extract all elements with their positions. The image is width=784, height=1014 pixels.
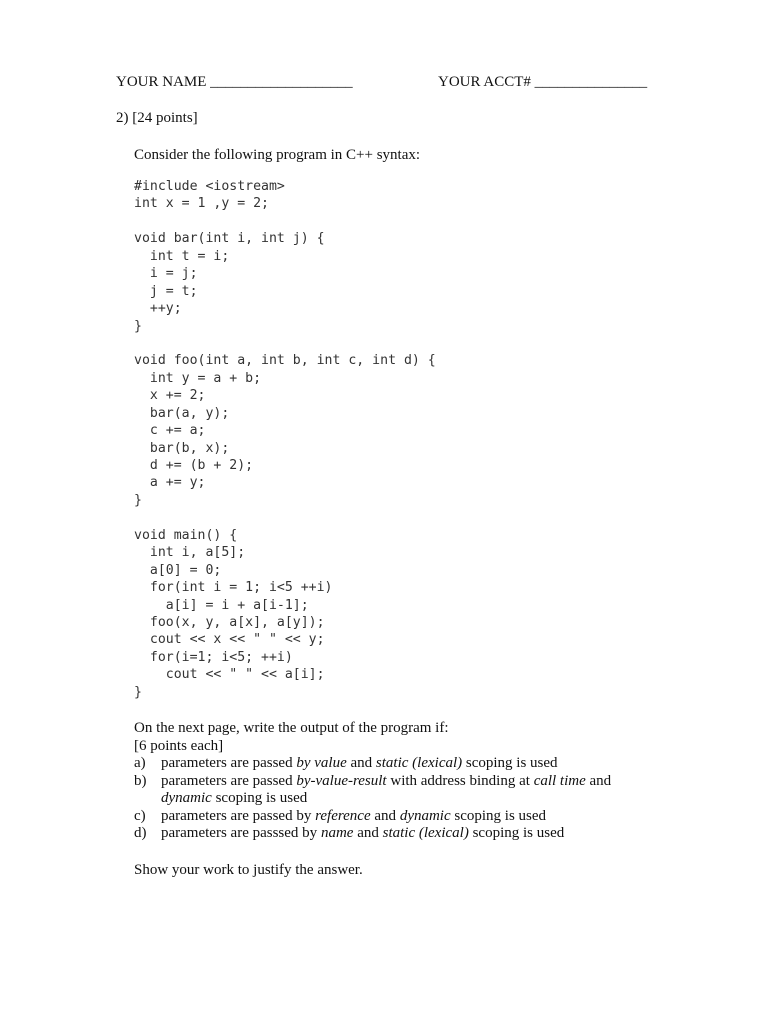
option-marker: d) bbox=[134, 825, 147, 841]
option-emphasis: by-value-result bbox=[296, 772, 387, 789]
code-line: j = t; bbox=[134, 283, 198, 299]
code-line: bar(b, x); bbox=[134, 440, 230, 456]
option-text-part: parameters are passed bbox=[161, 755, 297, 771]
code-line: cout << " " << a[i]; bbox=[134, 667, 325, 683]
code-line: a += y; bbox=[134, 475, 206, 491]
option-marker: c) bbox=[134, 807, 146, 824]
option-text-part: parameters are passed by bbox=[161, 807, 316, 824]
option-emphasis: by value bbox=[296, 755, 347, 771]
code-line: a[i] = i + a[i-1]; bbox=[134, 597, 309, 613]
code-line: d += (b + 2); bbox=[134, 458, 254, 473]
code-line: c += a; bbox=[134, 423, 206, 439]
option-text-part: parameters are passed bbox=[161, 772, 297, 789]
code-line: void main() { bbox=[134, 527, 238, 543]
code-line: void foo(int a, int b, int c, int d) { bbox=[134, 353, 436, 369]
code-line: int i, a[5]; bbox=[134, 545, 246, 561]
code-line bbox=[134, 213, 436, 230]
option-text-part: with address binding at bbox=[386, 772, 534, 789]
instructions-line-1: On the next page, write the output of the program if: bbox=[134, 720, 449, 736]
option-text-part: scoping is used bbox=[211, 790, 308, 806]
question-intro: Consider the following program in C++ syntax: bbox=[134, 147, 421, 163]
code-line: } bbox=[134, 492, 142, 508]
code-line: int t = i; bbox=[134, 248, 230, 264]
name-field-label: YOUR NAME ___________________ bbox=[116, 74, 353, 90]
instructions-points: [6 points each] bbox=[134, 737, 224, 754]
code-line: } bbox=[134, 318, 142, 334]
instructions bbox=[134, 720, 694, 843]
code-line: for(int i = 1; i<5 ++i) bbox=[134, 580, 333, 596]
code-listing bbox=[134, 178, 436, 701]
option-text bbox=[161, 825, 641, 843]
code-line bbox=[134, 509, 436, 526]
option-text-part: and bbox=[353, 825, 383, 841]
acct-field-label: YOUR ACCT# _______________ bbox=[438, 74, 648, 90]
option-text bbox=[161, 755, 641, 773]
code-line: #include <iostream> bbox=[134, 179, 285, 194]
code-line: int y = a + b; bbox=[134, 370, 262, 386]
option-emphasis: dynamic bbox=[161, 790, 212, 806]
question-number: 2) [24 points] bbox=[116, 110, 198, 126]
option-marker: a) bbox=[134, 755, 146, 771]
code-line: a[0] = 0; bbox=[134, 562, 222, 578]
option-text-part: parameters are passsed by bbox=[161, 825, 321, 841]
code-line: ++y; bbox=[134, 301, 182, 317]
option-emphasis: call time bbox=[533, 772, 586, 789]
option-item bbox=[134, 808, 694, 826]
code-line: } bbox=[134, 684, 142, 700]
option-text bbox=[161, 808, 641, 826]
option-item bbox=[134, 825, 694, 843]
option-text-part: and bbox=[370, 807, 400, 824]
code-line: for(i=1; i<5; ++i) bbox=[134, 649, 293, 665]
option-text-part: scoping is used bbox=[450, 807, 547, 824]
option-emphasis: dynamic bbox=[399, 807, 451, 824]
option-emphasis: static (lexical) bbox=[382, 825, 469, 841]
option-text-part: and bbox=[585, 772, 612, 789]
option-text bbox=[161, 773, 641, 808]
code-line bbox=[134, 335, 436, 352]
options-list bbox=[134, 755, 694, 843]
option-text-part: scoping is used bbox=[462, 755, 558, 771]
code-line: void bar(int i, int j) { bbox=[134, 231, 325, 247]
option-marker: b) bbox=[134, 772, 147, 789]
footer-note: Show your work to justify the answer. bbox=[134, 862, 363, 878]
code-line: x += 2; bbox=[134, 388, 206, 404]
option-emphasis: static (lexical) bbox=[375, 755, 463, 771]
code-line: bar(a, y); bbox=[134, 405, 230, 421]
code-line: i = j; bbox=[134, 266, 198, 282]
option-item bbox=[134, 773, 694, 808]
option-text-part: and bbox=[346, 755, 376, 771]
option-emphasis: name bbox=[320, 825, 354, 841]
code-line: int x = 1 ,y = 2; bbox=[134, 196, 269, 212]
option-item bbox=[134, 755, 694, 773]
option-text-part: scoping is used bbox=[468, 825, 565, 841]
code-line: foo(x, y, a[x], a[y]); bbox=[134, 614, 325, 630]
code-line: cout << x << " " << y; bbox=[134, 632, 325, 648]
option-emphasis: reference bbox=[315, 807, 371, 824]
